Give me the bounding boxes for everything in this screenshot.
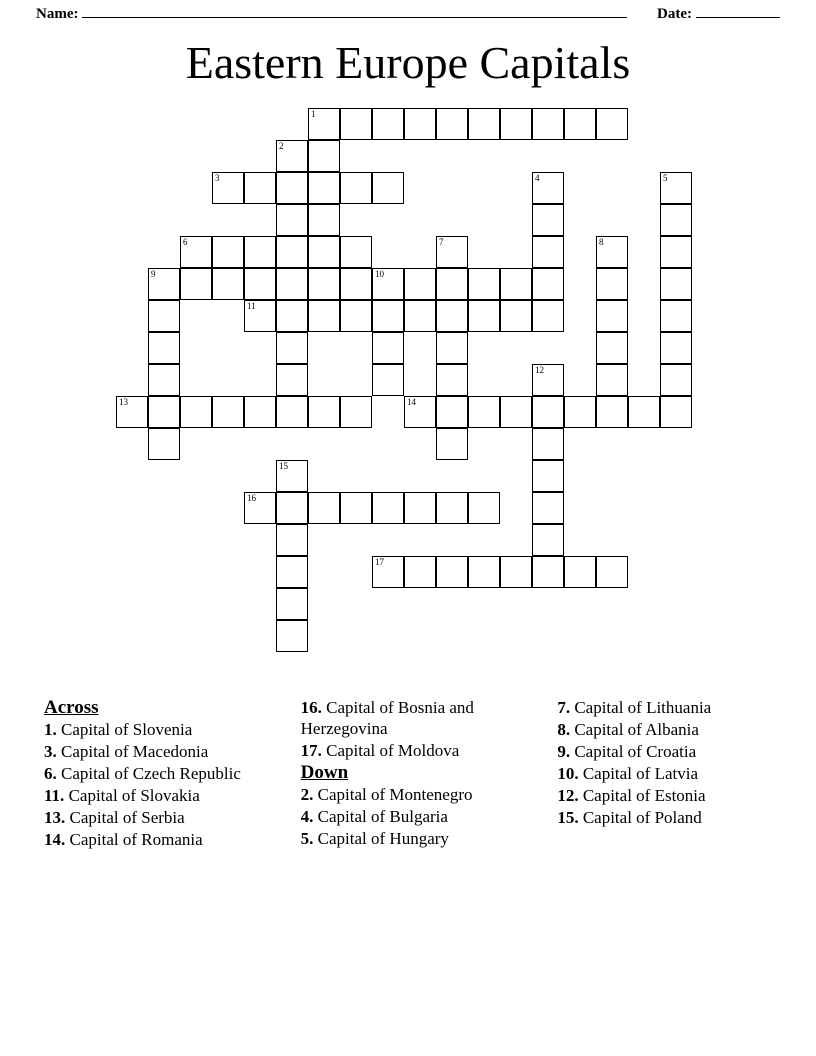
cell-number: 4	[535, 173, 540, 183]
clue-number: 17.	[300, 741, 327, 760]
clue-number: 3.	[44, 742, 61, 761]
cell-number: 17	[375, 557, 384, 567]
crossword-cell[interactable]	[404, 492, 436, 524]
clue-item	[301, 697, 528, 739]
crossword-cell[interactable]	[276, 620, 308, 652]
clue-number: 5.	[300, 829, 318, 848]
crossword-cell[interactable]	[244, 300, 276, 332]
crossword-cell[interactable]	[532, 556, 564, 588]
crossword-cell[interactable]	[436, 428, 468, 460]
clue-number: 6.	[44, 764, 61, 783]
crossword-cell[interactable]	[212, 172, 244, 204]
clue-number: 2.	[300, 785, 318, 804]
crossword-cell[interactable]	[596, 236, 628, 268]
clue-item	[44, 785, 271, 806]
crossword-cell[interactable]	[596, 268, 628, 300]
crossword-cell[interactable]	[308, 204, 340, 236]
crossword-cell[interactable]	[660, 396, 692, 428]
cell-number: 11	[247, 301, 256, 311]
clue-item	[44, 741, 271, 762]
clue-item	[557, 763, 784, 784]
clue-text: Capital of Latvia	[582, 764, 698, 783]
clue-text: Capital of Romania	[69, 830, 203, 849]
crossword-cell[interactable]	[404, 300, 436, 332]
clue-item	[557, 785, 784, 806]
clue-text: Capital of Macedonia	[61, 742, 209, 761]
crossword-cell[interactable]	[468, 108, 500, 140]
crossword-cell[interactable]	[660, 364, 692, 396]
crossword-cell[interactable]	[308, 236, 340, 268]
cell-number: 13	[119, 397, 128, 407]
clue-item	[44, 763, 271, 784]
crossword-cell[interactable]	[436, 332, 468, 364]
clue-text: Capital of Czech Republic	[61, 764, 241, 783]
clue-text: Capital of Poland	[582, 808, 702, 827]
crossword-cell[interactable]	[628, 396, 660, 428]
crossword-cell[interactable]	[372, 268, 404, 300]
crossword-cell[interactable]	[436, 236, 468, 268]
clue-text: Capital of Hungary	[317, 829, 449, 848]
crossword-cell[interactable]	[532, 524, 564, 556]
crossword-cell[interactable]	[660, 268, 692, 300]
crossword-cell[interactable]	[276, 524, 308, 556]
name-field	[36, 4, 645, 23]
crossword-cell[interactable]	[468, 556, 500, 588]
clue-text: Capital of Slovakia	[68, 786, 200, 805]
down-heading: Down	[300, 762, 349, 783]
date-write-line[interactable]	[696, 4, 780, 18]
crossword-cell[interactable]	[532, 300, 564, 332]
crossword-cell[interactable]	[436, 364, 468, 396]
crossword-cell[interactable]	[276, 140, 308, 172]
crossword-cell[interactable]	[148, 300, 180, 332]
crossword-cell[interactable]	[436, 396, 468, 428]
crossword-cell[interactable]	[276, 268, 308, 300]
name-label: Name:	[36, 6, 79, 22]
crossword-cell[interactable]	[436, 556, 468, 588]
crossword-cell[interactable]	[372, 556, 404, 588]
crossword-cell[interactable]	[180, 236, 212, 268]
crossword-cell[interactable]	[436, 268, 468, 300]
date-field	[657, 4, 780, 23]
clue-number: 1.	[44, 720, 61, 739]
cell-number: 9	[151, 269, 156, 279]
crossword-cell[interactable]	[596, 300, 628, 332]
student-info-row	[36, 4, 780, 23]
crossword-cell[interactable]	[596, 556, 628, 588]
cell-number: 7	[439, 237, 444, 247]
crossword-cell[interactable]	[404, 556, 436, 588]
crossword-cell[interactable]	[148, 268, 180, 300]
crossword-cell[interactable]	[532, 492, 564, 524]
crossword-cell[interactable]	[308, 172, 340, 204]
crossword-cell[interactable]	[372, 300, 404, 332]
crossword-cell[interactable]	[500, 396, 532, 428]
crossword-cell[interactable]	[340, 268, 372, 300]
cell-number: 16	[247, 493, 256, 503]
clue-text: Capital of Croatia	[574, 742, 697, 761]
crossword-cell[interactable]	[404, 108, 436, 140]
crossword-cell[interactable]	[436, 492, 468, 524]
clue-number: 9.	[557, 742, 575, 761]
crossword-cell[interactable]	[308, 140, 340, 172]
page-title: Eastern Europe Capitals	[185, 37, 631, 88]
crossword-cell[interactable]	[276, 396, 308, 428]
clue-number: 7.	[557, 698, 575, 717]
crossword-cell[interactable]	[564, 108, 596, 140]
crossword-cell[interactable]	[276, 236, 308, 268]
cell-number: 3	[215, 173, 220, 183]
crossword-cell[interactable]	[276, 332, 308, 364]
crossword-cell[interactable]	[276, 364, 308, 396]
crossword-cell[interactable]	[308, 268, 340, 300]
crossword-cell[interactable]	[532, 108, 564, 140]
crossword-cell[interactable]	[340, 396, 372, 428]
crossword-cell[interactable]	[500, 300, 532, 332]
crossword-cell[interactable]	[212, 236, 244, 268]
clue-number: 10.	[557, 764, 583, 783]
clue-text: Capital of Estonia	[582, 786, 706, 805]
cell-number: 15	[279, 461, 288, 471]
crossword-cell[interactable]	[340, 172, 372, 204]
crossword-cell[interactable]	[372, 172, 404, 204]
crossword-cell[interactable]	[372, 492, 404, 524]
clue-text: Capital of Bosnia and Herzegovina	[300, 698, 474, 738]
across-heading: Across	[44, 697, 99, 718]
crossword-cell[interactable]	[340, 492, 372, 524]
crossword-cell[interactable]	[244, 396, 276, 428]
cell-number: 10	[375, 269, 384, 279]
crossword-cell[interactable]	[532, 236, 564, 268]
cell-number: 14	[407, 397, 416, 407]
crossword-cell[interactable]	[660, 172, 692, 204]
crossword-cell[interactable]	[564, 556, 596, 588]
crossword-cell[interactable]	[308, 108, 340, 140]
crossword-cell[interactable]	[532, 172, 564, 204]
clue-item	[557, 741, 784, 762]
clue-text: Capital of Serbia	[69, 808, 185, 827]
clue-item	[301, 740, 528, 761]
crossword-cell[interactable]	[276, 588, 308, 620]
crossword-cell[interactable]	[404, 268, 436, 300]
crossword-cell[interactable]	[532, 396, 564, 428]
clue-text: Capital of Montenegro	[317, 785, 473, 804]
crossword-cell[interactable]	[244, 492, 276, 524]
crossword-cell[interactable]	[308, 396, 340, 428]
crossword-cell[interactable]	[276, 172, 308, 204]
crossword-cell[interactable]	[212, 396, 244, 428]
crossword-cell[interactable]	[244, 172, 276, 204]
name-write-line[interactable]	[82, 4, 627, 18]
crossword-cell[interactable]	[180, 396, 212, 428]
cell-number: 1	[311, 109, 316, 119]
clue-item	[301, 828, 528, 849]
crossword-cell[interactable]	[660, 332, 692, 364]
clue-item	[44, 719, 271, 740]
crossword-cell[interactable]	[180, 268, 212, 300]
clue-item	[301, 784, 528, 805]
clue-text: Capital of Albania	[574, 720, 699, 739]
clue-item	[557, 807, 784, 828]
crossword-cell[interactable]	[116, 396, 148, 428]
crossword-cell[interactable]	[276, 556, 308, 588]
crossword-cell[interactable]	[244, 236, 276, 268]
crossword-cell[interactable]	[532, 364, 564, 396]
clue-item	[44, 829, 271, 850]
cell-number: 6	[183, 237, 188, 247]
clue-item	[557, 719, 784, 740]
crossword-cell[interactable]	[532, 268, 564, 300]
clue-number: 15.	[557, 808, 583, 827]
crossword-cell[interactable]	[148, 428, 180, 460]
crossword-cell[interactable]	[596, 332, 628, 364]
clue-item	[301, 806, 528, 827]
crossword-cell[interactable]	[372, 332, 404, 364]
clue-number: 13.	[44, 808, 70, 827]
crossword-cell[interactable]	[660, 236, 692, 268]
crossword-cell[interactable]	[276, 300, 308, 332]
crossword-cell[interactable]	[276, 492, 308, 524]
clue-number: 8.	[557, 720, 575, 739]
crossword-cell[interactable]	[340, 236, 372, 268]
cell-number: 2	[279, 141, 284, 151]
crossword-cell[interactable]	[148, 332, 180, 364]
clue-text: Capital of Slovenia	[61, 720, 193, 739]
crossword-cell[interactable]	[468, 492, 500, 524]
crossword-cell[interactable]	[532, 428, 564, 460]
crossword-cell[interactable]	[148, 364, 180, 396]
clue-item	[557, 697, 784, 718]
crossword-cell[interactable]	[596, 364, 628, 396]
crossword-cell[interactable]	[500, 556, 532, 588]
cell-number: 8	[599, 237, 604, 247]
crossword-cell[interactable]	[436, 300, 468, 332]
crossword-cell[interactable]	[372, 364, 404, 396]
clue-number: 14.	[44, 830, 70, 849]
crossword-cell[interactable]	[532, 460, 564, 492]
crossword-cell[interactable]	[500, 268, 532, 300]
crossword-cell[interactable]	[468, 268, 500, 300]
cell-number: 5	[663, 173, 668, 183]
crossword-cell[interactable]	[340, 300, 372, 332]
crossword-cell[interactable]	[276, 460, 308, 492]
clue-list	[44, 697, 784, 957]
crossword-grid[interactable]	[0, 108, 816, 668]
crossword-cell[interactable]	[660, 204, 692, 236]
crossword-cell[interactable]	[404, 396, 436, 428]
crossword-cell[interactable]	[660, 300, 692, 332]
crossword-cell[interactable]	[340, 108, 372, 140]
crossword-cell[interactable]	[308, 300, 340, 332]
crossword-cell[interactable]	[596, 108, 628, 140]
crossword-cell[interactable]	[372, 108, 404, 140]
clue-number: 12.	[557, 786, 583, 805]
clue-number: 11.	[44, 786, 69, 805]
crossword-cell[interactable]	[564, 396, 596, 428]
crossword-cell[interactable]	[532, 204, 564, 236]
crossword-cell[interactable]	[212, 268, 244, 300]
clue-text: Capital of Bulgaria	[317, 807, 448, 826]
crossword-cell[interactable]	[148, 396, 180, 428]
crossword-cell[interactable]	[276, 204, 308, 236]
clue-number: 16.	[300, 698, 327, 717]
crossword-cell[interactable]	[244, 268, 276, 300]
crossword-cell[interactable]	[468, 396, 500, 428]
clue-text: Capital of Lithuania	[574, 698, 712, 717]
crossword-cell[interactable]	[436, 108, 468, 140]
clue-text: Capital of Moldova	[326, 741, 460, 760]
clue-number: 4.	[300, 807, 318, 826]
crossword-cell[interactable]	[468, 300, 500, 332]
clue-item	[44, 807, 271, 828]
crossword-cell[interactable]	[500, 108, 532, 140]
crossword-cell[interactable]	[308, 492, 340, 524]
crossword-cell[interactable]	[596, 396, 628, 428]
cell-number: 12	[535, 365, 544, 375]
date-label: Date:	[657, 6, 692, 22]
